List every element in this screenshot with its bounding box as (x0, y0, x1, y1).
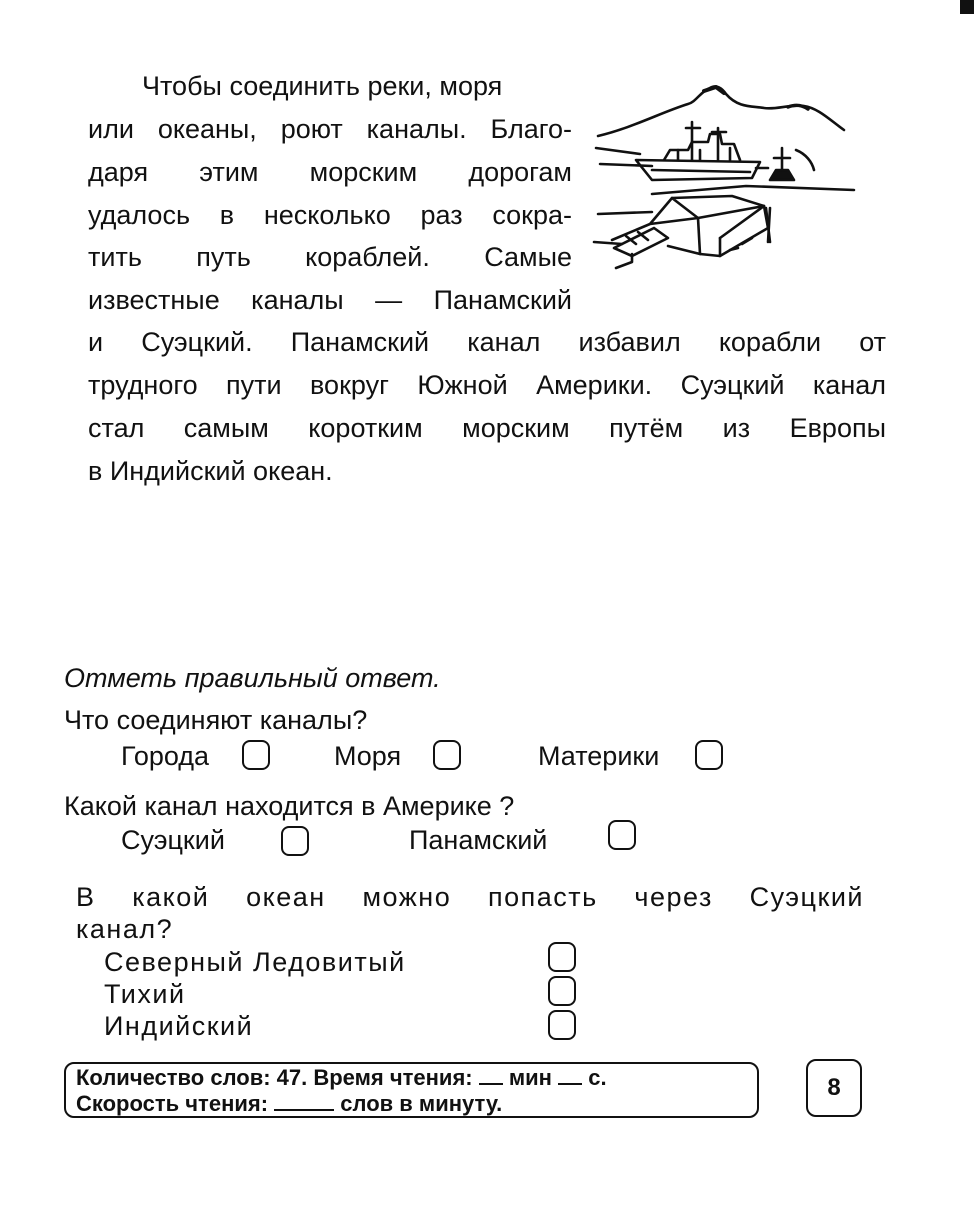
seconds-blank[interactable] (558, 1065, 582, 1085)
words-per-min-label: слов в минуту. (340, 1091, 503, 1116)
passage-line-6: известные каналы — Панамский (88, 285, 572, 315)
passage-line-9: стал самым коротким морским путём из Европы (88, 413, 886, 443)
canal-ship-illustration (592, 78, 858, 276)
speed-blank[interactable] (274, 1091, 334, 1111)
option-tikhy-checkbox[interactable] (548, 976, 576, 1006)
option-morya-label: Моря (334, 741, 402, 771)
passage-line-2: или океаны, роют каналы. Благо- (88, 114, 572, 144)
option-suetsky-label: Суэцкий (121, 825, 225, 855)
mountains-drawing (598, 86, 844, 136)
option-suetsky-checkbox[interactable] (281, 826, 309, 856)
passage-line-4: удалось в несколько раз сокра- (88, 200, 572, 230)
option-severny-ledovity-label: Северный Ледовитый (104, 947, 406, 977)
page-number: 8 (806, 1059, 862, 1117)
instruction-text: Отметь правильный ответ. (64, 663, 441, 693)
question-2-text: Какой канал находится в Америке ? (64, 791, 515, 821)
reading-stats-box (64, 1062, 759, 1118)
option-panamsky-checkbox[interactable] (608, 820, 636, 850)
passage-line-10: в Индийский океан. (88, 456, 333, 486)
minutes-blank[interactable] (479, 1065, 503, 1085)
passage-line-5: тить путь кораблей. Самые (88, 242, 572, 272)
min-label: мин (508, 1065, 552, 1090)
passage-line-1: Чтобы соединить реки, моря (142, 71, 503, 101)
passage-line-3: даря этим морским дорогам (88, 157, 572, 187)
anchor-drawing (770, 148, 814, 180)
question-1-text: Что соединяют каналы? (64, 705, 368, 735)
option-materiki-checkbox[interactable] (695, 740, 723, 770)
canal-building-drawing (594, 186, 854, 268)
sec-label: с. (588, 1065, 607, 1090)
option-goroda-checkbox[interactable] (242, 740, 270, 770)
option-severny-ledovity-checkbox[interactable] (548, 942, 576, 972)
option-goroda-label: Города (121, 741, 210, 771)
question-3-text-line-1: В какой океан можно попасть через Суэцкий (76, 882, 864, 912)
word-count-label: Количество слов: 47. Время чтения: (76, 1065, 473, 1090)
option-indiysky-checkbox[interactable] (548, 1010, 576, 1040)
ship-drawing (596, 122, 768, 180)
option-tikhy-label: Тихий (104, 979, 186, 1009)
speed-label: Скорость чтения: (76, 1091, 269, 1116)
option-panamsky-label: Панамский (409, 825, 548, 855)
passage-line-8: трудного пути вокруг Южной Америки. Суэцкий канал (88, 370, 886, 400)
option-materiki-label: Материки (538, 741, 660, 771)
corner-mark (960, 0, 974, 14)
word-count-row (76, 1065, 747, 1091)
option-morya-checkbox[interactable] (433, 740, 461, 770)
option-indiysky-label: Индийский (104, 1011, 254, 1041)
reading-speed-row (76, 1091, 747, 1117)
passage-line-7: и Суэцкий. Панамский канал избавил корабли от (88, 327, 886, 357)
question-3-text-line-2: канал? (76, 914, 174, 944)
